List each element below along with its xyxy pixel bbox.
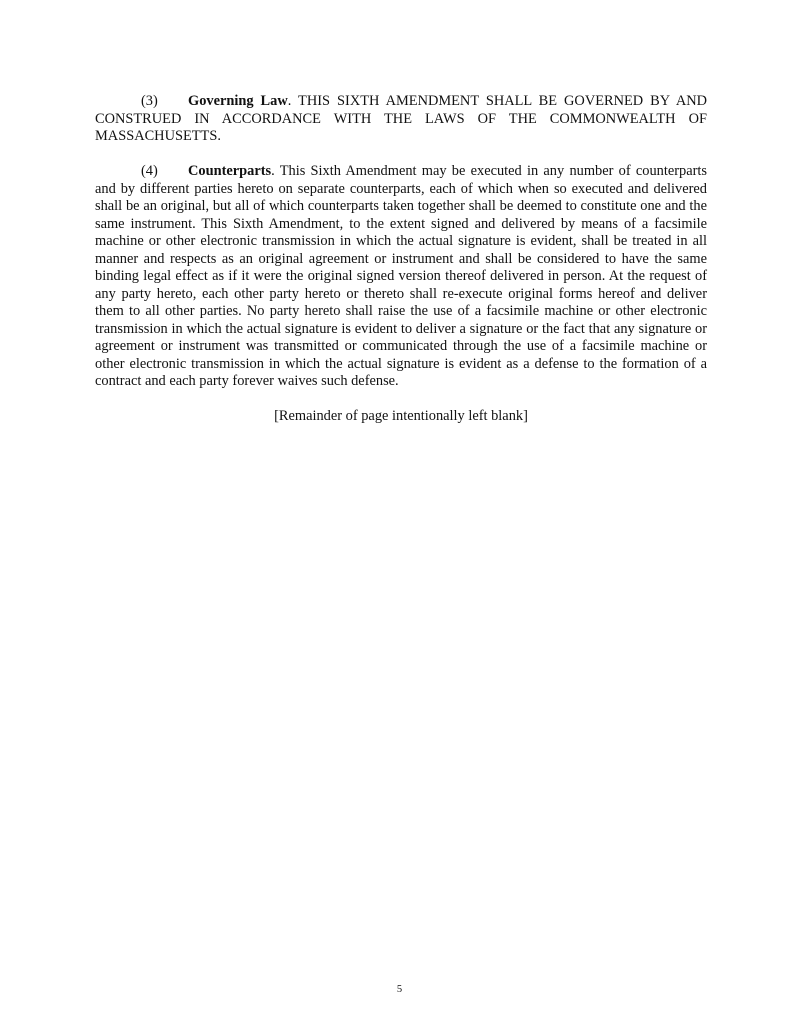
section-heading: Counterparts — [188, 163, 272, 179]
section-counterparts — [95, 163, 707, 391]
section-number: (3) — [141, 93, 158, 109]
section-body: . This Sixth Amendment may be executed in any number of counterparts and by different parties hereto on separate counterparts, each of which when so executed and delivered shall be an original, but all of which counterparts taken together shall be deemed to constitute one and the same instrument. This Sixth Amendment, to the extent signed and delivered by means of a facsimile machine or other electronic transmission in which the actual signature is evident, shall be treated in all manner and respects as an original agreement or instrument and shall be considered to have the same binding legal effect as if it were the original signed version thereof delivered in person. At the request of any party hereto, each other party hereto or thereto shall re-execute original forms hereof and deliver them to all other parties. No party hereto shall raise the use of a facsimile machine or other electronic transmission in which the actual signature is evident to deliver a signature or the fact that any signature or agreement or instrument was transmitted or communicated through the use of a facsimile machine or other electronic transmission in which the actual signature is evident as a defense to the formation of a contract and each party forever waives such defense. — [95, 163, 707, 389]
section-governing-law — [95, 93, 707, 146]
document-body — [95, 93, 707, 426]
section-heading: Governing Law — [188, 93, 288, 109]
section-number: (4) — [141, 163, 158, 179]
section-body: . THIS SIXTH AMENDMENT SHALL BE GOVERNED BY AND CONSTRUED IN ACCORDANCE WITH THE LAWS OF THE COMMONWEALTH OF MASSACHUSETTS. — [95, 93, 707, 144]
remainder-note: [Remainder of page intentionally left blank] — [274, 408, 528, 424]
page-number: 5 — [396, 984, 403, 995]
